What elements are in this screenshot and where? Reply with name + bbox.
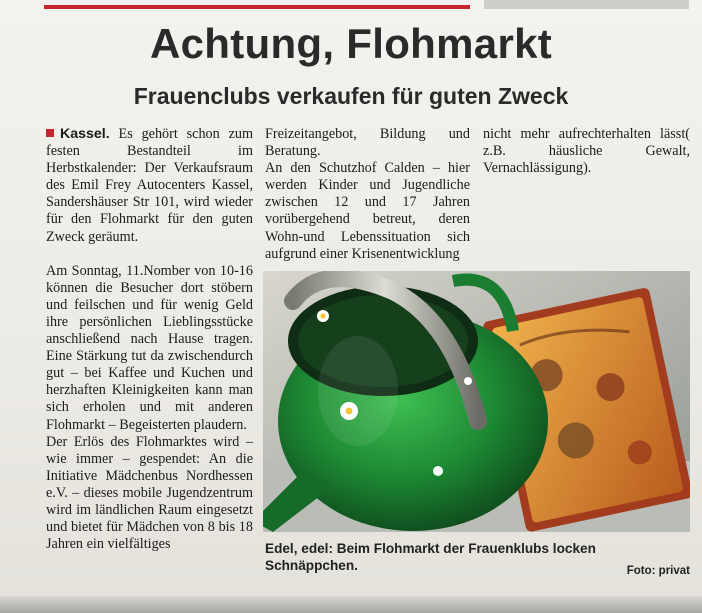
article-photo — [263, 271, 690, 532]
article-column-3 — [483, 126, 690, 177]
paragraph-intro-text: Es gehört schon zum festen Bestandteil im Herbstkalender: Der Verkaufsraum des Emil Frey Autocenters Kassel, Sandershäuser Str 101, wird wieder für den Flohmarkt für den guten Zweck geräumt. — [46, 126, 254, 245]
paragraph-schutzhof-b: nicht mehr aufrechterhalten lässt( z.B. häusliche Gewalt, Vernachlässigung). — [483, 126, 690, 177]
adjacent-article-edge — [484, 0, 689, 9]
photo-caption: Edel, edel: Beim Flohmarkt der Frauenklubs locken Schnäppchen. — [265, 541, 596, 573]
paragraph-intro — [46, 126, 253, 246]
paragraph-event: Am Sonntag, 11.Nomber von 10-16 können die Besucher dort stöbern und feilschen und für wenig Geld ihre persönlichen Lieblingsstücke anschließend nach Hause tragen. Eine Stärkung tut da zwischendurch gut – bei Kaffee und Kuchen und herzhaften Kleinigkeiten kann man sich erholen und mit anderen Flohmarkt – Begeisterten plaudern. — [46, 262, 253, 433]
article-column-1 — [46, 126, 253, 553]
paragraph-proceeds-a: Der Erlös des Flohmarktes wird – wie immer – gespendet: An die Initiative Mädchenbus Nordhessen e.V. – dieses mobile Jugendzentrum wird im ländlichen Raum eingesetzt und bietet für Mädchen von 8 bis 18 Jahren ein vielfältiges — [46, 433, 253, 553]
subheadline: Frauenclubs verkaufen für guten Zweck — [133, 83, 569, 109]
watering-can-photo-icon — [263, 271, 690, 532]
headline-red-rule — [44, 5, 470, 9]
paragraph-proceeds-b: Freizeitangebot, Bildung und Beratung. — [265, 126, 470, 160]
article-column-2 — [265, 126, 470, 263]
paragraph-schutzhof-a: An den Schutzhof Calden – hier werden Kinder und Jugendliche zwischen 12 und 17 Jahren vorübergehend betreut, deren Wohn-und Lebenssituation sich aufgrund einer Krisenentwicklung — [265, 160, 470, 262]
screen-bottom-edge — [0, 596, 702, 613]
red-square-bullet-icon — [46, 129, 54, 137]
dateline: Kassel. — [60, 126, 110, 142]
headline: Achtung, Flohmarkt — [149, 20, 553, 67]
photo-credit: Foto: privat — [626, 565, 690, 577]
